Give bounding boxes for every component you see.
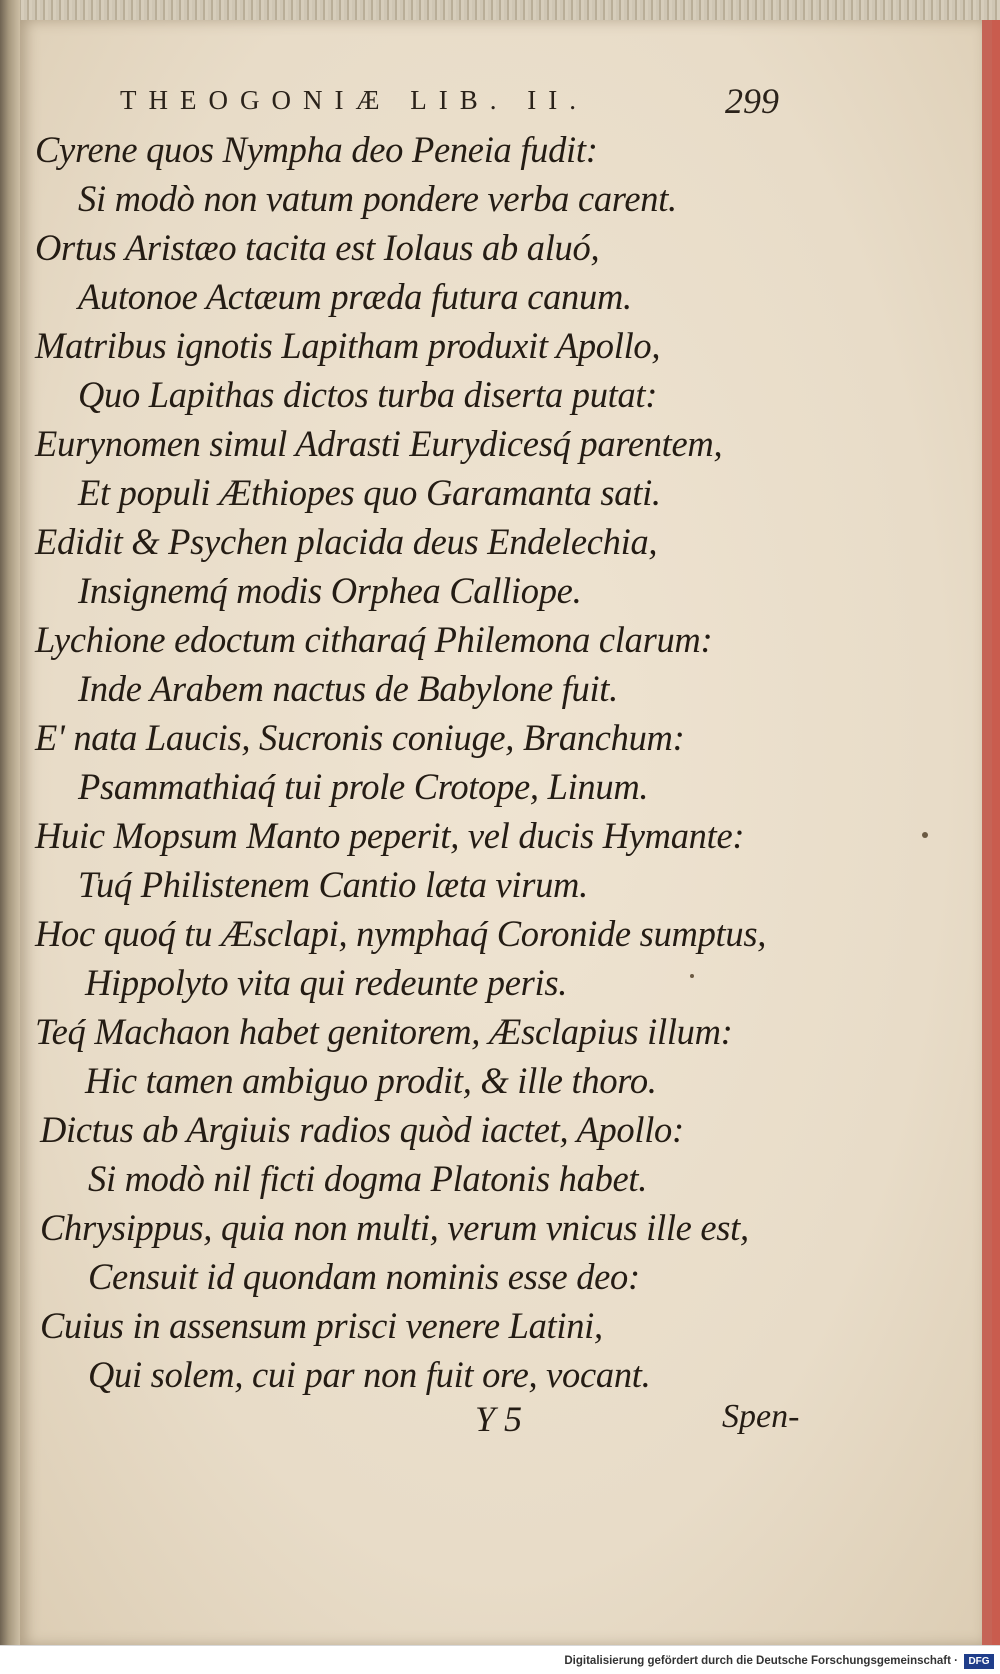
verse-line-5: Matribus ignotis Lapitham produxit Apollo, bbox=[35, 325, 661, 366]
verse-line-9: Edidit & Psychen placida deus Endelechia, bbox=[35, 521, 658, 562]
verse-line-3: Ortus Aristæo tacita est Iolaus ab aluó, bbox=[35, 227, 600, 268]
verse-line-24: Censuit id quondam nominis esse deo: bbox=[88, 1256, 640, 1297]
verse-line-4: Autonoe Actæum præda futura canum. bbox=[78, 276, 632, 317]
verse-line-14: Psammathiaq́ tui prole Crotope, Linum. bbox=[78, 766, 649, 807]
verse-line-25: Cuius in assensum prisci venere Latini, bbox=[40, 1305, 603, 1346]
signature-mark: Y 5 bbox=[475, 1399, 523, 1439]
verse-line-11: Lychione edoctum citharaq́ Philemona clarum: bbox=[35, 619, 713, 660]
verse-line-6: Quo Lapithas dictos turba diserta putat: bbox=[78, 374, 658, 415]
page-number: 299 bbox=[725, 81, 779, 121]
verse-line-18: Hippolyto vita qui redeunte peris. bbox=[85, 962, 568, 1003]
verse-line-16: Tuq́ Philistenem Cantio læta virum. bbox=[78, 864, 588, 905]
book-binding bbox=[0, 0, 20, 1674]
running-head: THEOGONIÆ LIB. II. bbox=[120, 85, 588, 115]
verse-line-10: Insignemq́ modis Orphea Calliope. bbox=[78, 570, 582, 611]
margin-speck bbox=[922, 832, 928, 838]
funding-credit: Digitalisierung gefördert durch die Deutsche Forschungsgemeinschaft · bbox=[564, 1655, 958, 1667]
catchword: Spen- bbox=[722, 1398, 800, 1435]
verse-line-12: Inde Arabem nactus de Babylone fuit. bbox=[78, 668, 618, 709]
verse-line-8: Et populi Æthiopes quo Garamanta sati. bbox=[78, 472, 661, 513]
verse-line-22: Si modò nil ficti dogma Platonis habet. bbox=[88, 1158, 648, 1199]
verse-line-20: Hic tamen ambiguo prodit, & ille thoro. bbox=[85, 1060, 657, 1101]
verse-line-2: Si modò non vatum pondere verba carent. bbox=[78, 178, 677, 219]
verse-line-15: Huic Mopsum Manto peperit, vel ducis Hymante: bbox=[35, 815, 745, 856]
footer-bar bbox=[0, 1645, 1000, 1674]
verse-line-1: Cyrene quos Nympha deo Peneia fudit: bbox=[35, 129, 598, 170]
verse-line-7: Eurynomen simul Adrasti Eurydicesq́ parentem, bbox=[35, 423, 723, 464]
verse-line-26: Qui solem, cui par non fuit ore, vocant. bbox=[88, 1354, 651, 1395]
verse-line-17: Hoc quoq́ tu Æsclapi, nymphaq́ Coronide sumptus, bbox=[35, 913, 767, 954]
dfg-logo: DFG bbox=[964, 1654, 994, 1669]
verse-line-21: Dictus ab Argiuis radios quòd iactet, Apollo: bbox=[40, 1109, 684, 1150]
verse-line-13: E' nata Laucis, Sucronis coniuge, Branchum: bbox=[35, 717, 685, 758]
verse-line-23: Chrysippus, quia non multi, verum vnicus ille est, bbox=[40, 1207, 749, 1248]
verse-line-19: Teq́ Machaon habet genitorem, Æsclapius illum: bbox=[35, 1011, 733, 1052]
page-speck bbox=[690, 974, 694, 978]
page-red-edge bbox=[992, 20, 1000, 1650]
